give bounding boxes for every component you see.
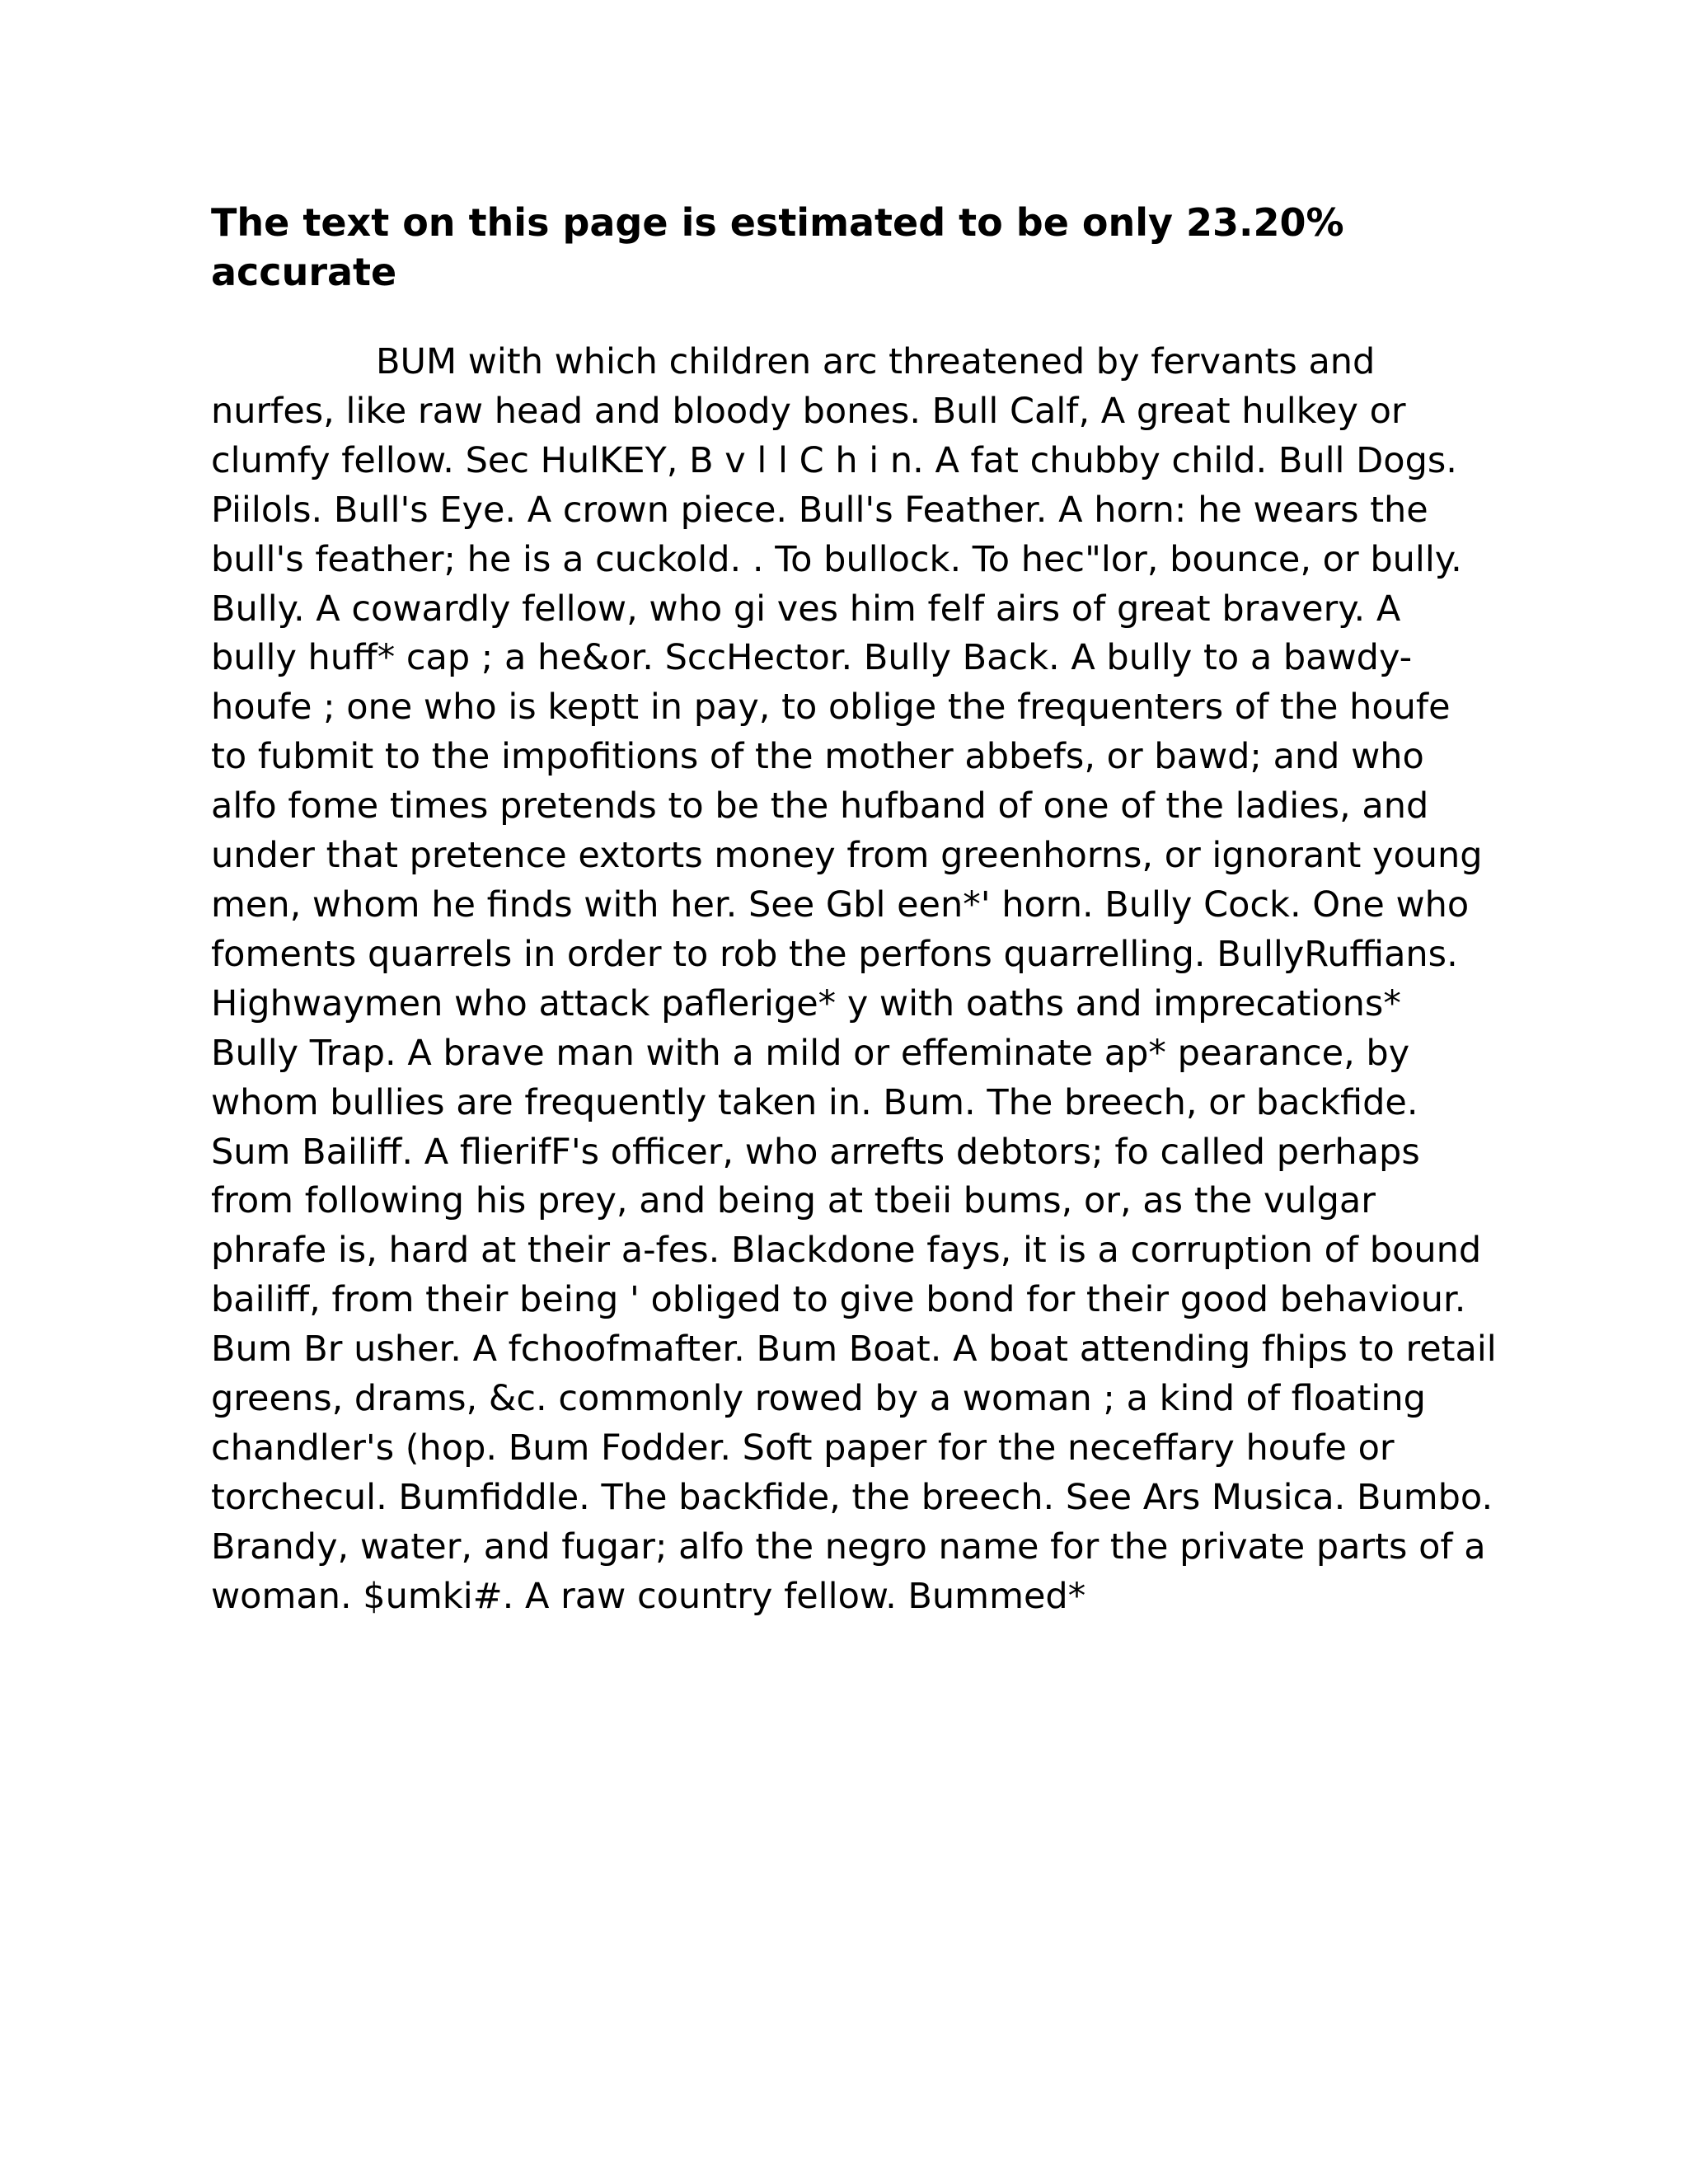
accuracy-heading: The text on this page is estimated to be only 23.20% accurate [211, 200, 1344, 294]
ocr-body-text: BUM with which children arc threatened by fervants and nurfes, like raw head and bloody bones. Bull Calf, A great hulkey or clumfy fellow. Sec HulKEY, B v l l C h i n. A fat chubby child. Bull Dogs. Piilols. Bull's Eye. A crown piece. Bull's Feather. A horn: he wears the bull's feather; he is a cuckold. . To bullock. To hec"lor, bounce, or bully. Bully. A cowardly fellow, who gi ves him felf airs of great bravery. A bully huff* cap ; a he&or. SccHector. Bully Back. A bully to a bawdy-houfe ; one who is keptt in pay, to oblige the frequenters of the houfe to fubmit to the impofitions of the mother abbefs, or bawd; and who alfo fome times pretends to be the hufband of one of the ladies, and under that pretence extorts money from greenhorns, or ignorant young men, whom he finds with her. See Gbl een*' horn. Bully Cock. One who foments quarrels in order to rob the perfons quarrelling. BullyRuffians. Highwaymen who attack paflerige* y with oaths and imprecations* Bully Trap. A brave man with a mild or effeminate ap* pearance, by whom bullies are frequently taken in. Bum. The breech, or backfide. Sum Bailiff. A flierifF's officer, who arrefts debtors; fo called perhaps from following his prey, and being at tbeii bums, or, as the vulgar phrafe is, hard at their a-fes. Blackdone fays, it is a corruption of bound bailiff, from their being ' obliged to give bond for their good behaviour. Bum Br usher. A fchoofmafter. Bum Boat. A boat attending fhips to retail greens, drams, &c. commonly rowed by a woman ; a kind of floating chandler's (hop. Bum Fodder. Soft paper for the neceffary houfe or torchecul. Bumfiddle. The backfide, the breech. See Ars Musica. Bumbo. Brandy, water, and fugar; alfo the negro name for the private parts of a woman. $umki#. A raw country fellow. Bummed* [211, 341, 1497, 1617]
